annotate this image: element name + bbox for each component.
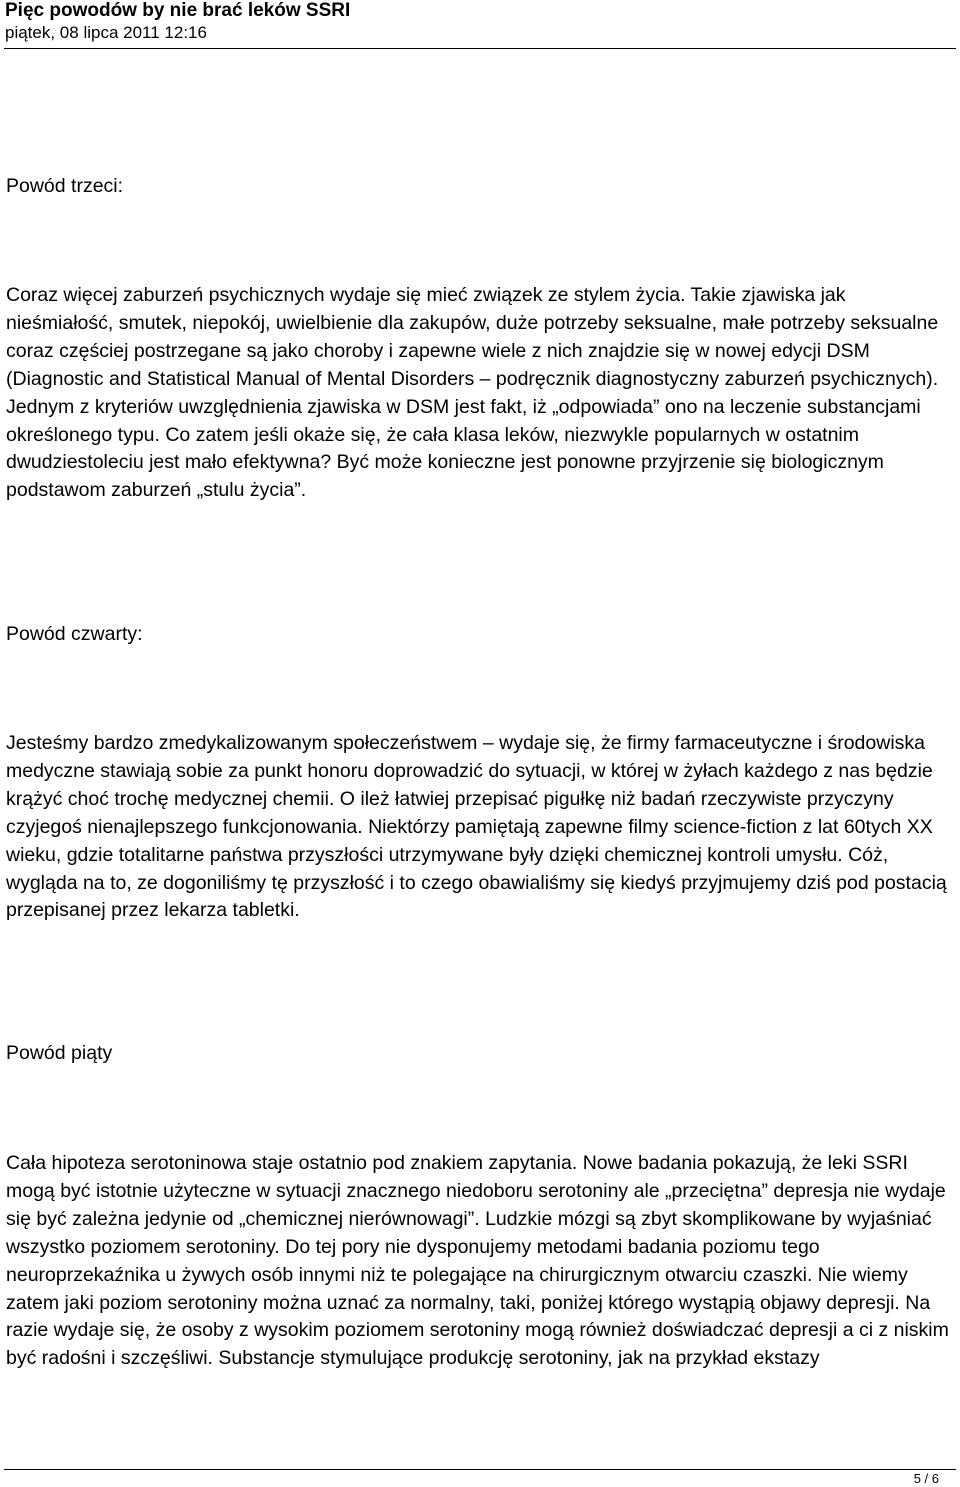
section-paragraph-5: Cała hipoteza serotoninowa staje ostatnio pod znakiem zapytania. Nowe badania pokazują, że leki SSRI mogą być istotnie użyteczne w sytuacji znacznego niedoboru serotoniny ale „przeciętna” depresja nie wydaje się być zależna jedynie od „chemicznej nierównowagi”. Ludzkie mózgi są zbyt skomplikowane by wyjaśniać wszystko poziomem serotoniny. Do tej pory nie dysponujemy metodami badania poziomu tego neuroprzekaźnika u żywych osób innymi niż te polegające na chirurgicznym otwarciu czaszki. Nie wiemy zatem jaki poziom serotoniny można uznać za normalny, taki, poniżej którego wystąpią objawy depresji. Na razie wydaje się, że osoby z wysokim poziomem serotoniny mogą również doświadczać depresji a ci z niskim być radośni i szczęśliwi. Substancje stymulujące produkcję serotoniny, jak na przykład ekstazy bbox=[6, 1152, 949, 1370]
header-divider bbox=[4, 48, 956, 49]
footer-divider bbox=[4, 1469, 956, 1470]
section-heading-5: Powód piąty bbox=[6, 1042, 113, 1064]
section-paragraph-4: Jesteśmy bardzo zmedykalizowanym społeczeństwem – wydaje się, że firmy farmaceutyczne i środowiska medyczne stawiają sobie za punkt honoru doprowadzić do sytuacji, w której w żyłach każdego z nas będzie krążyć choć trochę medycznej chemii. O ileż łatwiej przepisać pigułkę niż badań rzeczywiste przyczyny czyjegoś nienajlepszego funkcjonowania. Niektórzy pamiętają zapewne filmy science-fiction z lat 60tych XX wieku, gdzie totalitarne państwa przyszłości utrzymywane były dzięki chemicznej kontroli umysłu. Cóż, wygląda na to, ze dogoniliśmy tę przyszłość i to czego obawialiśmy się kiedyś przyjmujemy dziś pod postacią przepisanej przez lekarza tabletki. bbox=[6, 732, 947, 922]
page-number: 5 / 6 bbox=[913, 1471, 939, 1486]
page-header bbox=[5, 0, 955, 44]
section-heading-4: Powód czwarty: bbox=[6, 623, 143, 645]
article-title: Pięc powodów by nie brać leków SSRI bbox=[5, 0, 351, 21]
section-paragraph-3: Coraz więcej zaburzeń psychicznych wydaje się mieć związek ze stylem życia. Takie zjawiska jak nieśmiałość, smutek, niepokój, uwielbienie dla zakupów, duże potrzeby seksualne, małe potrzeby seksualne coraz częściej postrzegane są jako choroby i zapewne wiele z nich znajdzie się w nowej edycji DSM (Diagnostic and Statistical Manual of Mental Disorders – podręcznik diagnostyczny zaburzeń psychicznych). Jednym z kryteriów uwzględnienia zjawiska w DSM jest fakt, iż „odpowiada” ono na leczenie substancjami określonego typu. Co zatem jeśli okaże się, że cała klasa leków, niezwykle popularnych w ostatnim dwudziestoleciu jest mało efektywna? Być może konieczne jest ponowne przyjrzenie się biologicznym podstawom zaburzeń „stulu życia”. bbox=[6, 284, 939, 502]
article-date: piątek, 08 lipca 2011 12:16 bbox=[5, 23, 207, 42]
section-heading-3: Powód trzeci: bbox=[6, 175, 124, 197]
